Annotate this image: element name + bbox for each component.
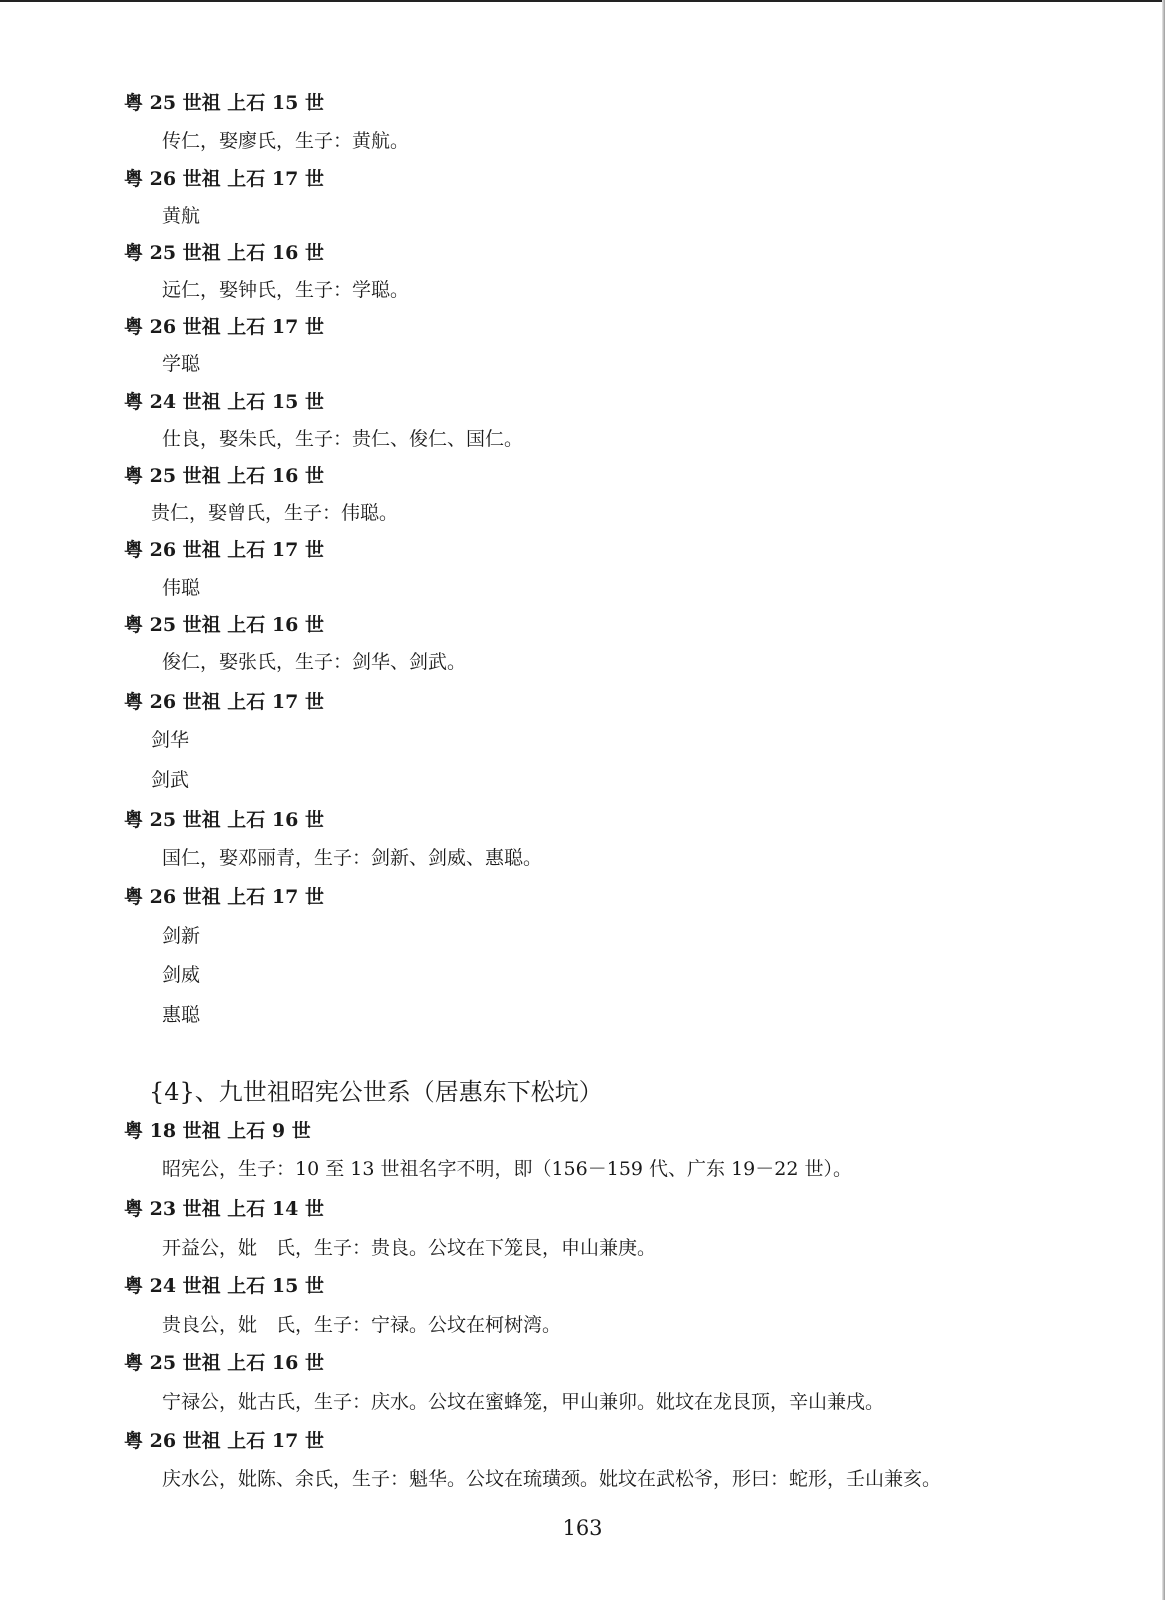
genealogy-entry: 昭宪公，生子：10 至 13 世祖名字不明，即（156－159 代、广东 19－22 世）。 xyxy=(162,1158,852,1180)
generation-heading: 粤 23 世祖 上石 14 世 xyxy=(124,1198,324,1220)
page-number: 163 xyxy=(562,1516,603,1540)
generation-heading: 粤 18 世祖 上石 9 世 xyxy=(124,1120,311,1142)
generation-heading: 粤 25 世祖 上石 16 世 xyxy=(124,1352,324,1374)
genealogy-entry: 惠聪 xyxy=(162,1004,201,1026)
genealogy-entry: 俊仁，娶张氏，生子：剑华、剑武。 xyxy=(162,651,467,673)
generation-heading: 粤 25 世祖 上石 16 世 xyxy=(124,809,324,831)
genealogy-entry: 伟聪 xyxy=(162,577,201,599)
generation-heading: 粤 24 世祖 上石 15 世 xyxy=(124,1275,324,1297)
genealogy-entry: 国仁，娶邓丽青，生子：剑新、剑威、惠聪。 xyxy=(162,847,543,869)
generation-heading: 粤 26 世祖 上石 17 世 xyxy=(124,316,324,338)
section-title: {4}、九世祖昭宪公世系（居惠东下松坑） xyxy=(149,1078,603,1106)
genealogy-entry: 宁禄公，妣古氏，生子：庆水。公坟在蜜蜂笼，甲山兼卯。妣坟在龙艮顶，辛山兼戌。 xyxy=(162,1391,885,1413)
genealogy-entry: 学聪 xyxy=(162,353,201,375)
genealogy-entry: 传仁，娶廖氏，生子：黄航。 xyxy=(162,130,410,152)
genealogy-entry: 贵良公，妣 氏，生子：宁禄。公坟在柯树湾。 xyxy=(162,1314,562,1336)
genealogy-entry: 仕良，娶朱氏，生子：贵仁、俊仁、国仁。 xyxy=(162,428,524,450)
generation-heading: 粤 25 世祖 上石 16 世 xyxy=(124,465,324,487)
genealogy-entry: 剑威 xyxy=(162,964,201,986)
genealogy-entry: 黄航 xyxy=(162,205,201,227)
page-top-rule xyxy=(0,0,1165,2)
genealogy-entry: 开益公，妣 氏，生子：贵良。公坟在下笼艮，申山兼庚。 xyxy=(162,1237,657,1259)
generation-heading: 粤 26 世祖 上石 17 世 xyxy=(124,886,324,908)
generation-heading: 粤 26 世祖 上石 17 世 xyxy=(124,691,324,713)
genealogy-entry: 剑华 xyxy=(151,729,190,751)
genealogy-entry: 庆水公，妣陈、余氏，生子：魁华。公坟在琉璜颈。妣坟在武松爷，形曰：蛇形，壬山兼亥。 xyxy=(162,1468,942,1490)
generation-heading: 粤 26 世祖 上石 17 世 xyxy=(124,539,324,561)
generation-heading: 粤 26 世祖 上石 17 世 xyxy=(124,1430,324,1452)
genealogy-entry: 剑武 xyxy=(151,769,190,791)
genealogy-entry: 远仁，娶钟氏，生子：学聪。 xyxy=(162,279,410,301)
generation-heading: 粤 26 世祖 上石 17 世 xyxy=(124,168,324,190)
genealogy-entry: 贵仁，娶曾氏，生子：伟聪。 xyxy=(151,502,399,524)
generation-heading: 粤 24 世祖 上石 15 世 xyxy=(124,391,324,413)
generation-heading: 粤 25 世祖 上石 16 世 xyxy=(124,242,324,264)
generation-heading: 粤 25 世祖 上石 16 世 xyxy=(124,614,324,636)
genealogy-entry: 剑新 xyxy=(162,925,201,947)
generation-heading: 粤 25 世祖 上石 15 世 xyxy=(124,92,324,114)
